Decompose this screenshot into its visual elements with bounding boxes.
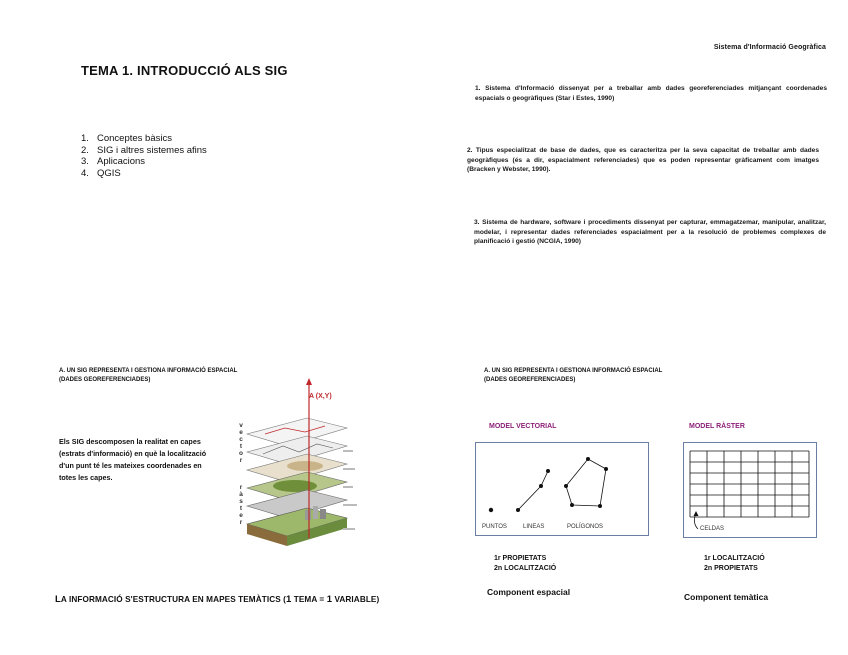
document-header: Sistema d'Informació Geogràfica <box>713 44 826 51</box>
toc-item: 3. Aplicacions <box>81 156 146 167</box>
table-of-contents <box>81 133 207 179</box>
thematic-component-label: Component temàtica <box>684 592 769 602</box>
vector-model-properties: 1r PROPIETATS 2n LOCALITZACIÓ <box>494 555 557 572</box>
vector-line <box>518 471 548 510</box>
points-label: PUNTOS <box>482 524 507 530</box>
vector-point <box>489 508 493 512</box>
page-title: TEMA 1. INTRODUCCIÓ ALS SIG <box>81 63 288 78</box>
toc-item: 4. QGIS <box>81 167 121 179</box>
raster-model-properties: 1r LOCALITZACIÓ 2n PROPIETATS <box>704 555 765 572</box>
left-panel-heading: A. UN SIG REPRESENTA I GESTIONA INFORMACIÓ ESPACIAL (DADES GEOREFERENCIADES) <box>59 368 238 383</box>
axis-coordinate-label: A (X,Y) <box>309 393 332 400</box>
spatial-component-label: Component espacial <box>487 587 571 597</box>
cells-label: CELDAS <box>700 526 725 532</box>
layers-description: Els SIG descomposen la realitat en capes (estrats d'informació) en què la localització d'un punt té les mateixes coordenades en totes les capes. <box>59 437 207 482</box>
vector-model-diagram <box>475 442 649 536</box>
polygons-label: POLÍGONOS <box>567 524 604 530</box>
vector-model-graphic <box>476 443 648 535</box>
definition-1: 1. Sistema d'Informació dissenyat per a treballar amb dades georeferenciades mitjançant coordenades espacials o geogràfiques (Star i Estes, 1990) <box>475 85 827 102</box>
gis-layers-illustration <box>225 378 365 558</box>
left-panel-footer: LA INFORMACIÓ S'ESTRUCTURA EN MAPES TEMÀTICS (1 TEMA = 1 VARIABLE) <box>55 594 380 605</box>
right-panel-heading: A. UN SIG REPRESENTA I GESTIONA INFORMACIÓ ESPACIAL (DADES GEOREFERENCIADES) <box>484 368 663 383</box>
cells-pointer-arrowhead <box>694 511 699 516</box>
definition-3: 3. Sistema de hardware, software i procediments dissenyat per capturar, emmagatzemar, manipular, analitzar, modelar, i representar dades referenciades espacialment per a la resolució de problemes complexes de planificació i gestió (NCGIA, 1990) <box>474 219 826 246</box>
layer-raster-3 <box>247 506 347 546</box>
raster-grid-graphic <box>684 443 816 537</box>
vector-polygon <box>566 459 606 506</box>
raster-model-title: MODEL RÀSTER <box>689 423 745 430</box>
raster-model-diagram <box>683 442 817 538</box>
lines-label: LINEAS <box>523 524 545 530</box>
definition-2: 2. Tipus especialitzat de base de dades, que es caracteritza per la seva capacitat de treballar amb dades geogràfiques (és a dir, espacialment referenciades) que es poden representar gràficament com imatges (Bracken y Webster, 1990). <box>467 147 819 174</box>
toc-item: 1. Conceptes bàsics <box>81 133 172 144</box>
toc-item: 2. SIG i altres sistemes afins <box>81 144 207 156</box>
vector-vertical-label: v e c t o r <box>239 422 243 464</box>
raster-vertical-label: r à s t e r <box>239 484 243 526</box>
vector-model-title: MODEL VECTORIAL <box>489 423 557 430</box>
